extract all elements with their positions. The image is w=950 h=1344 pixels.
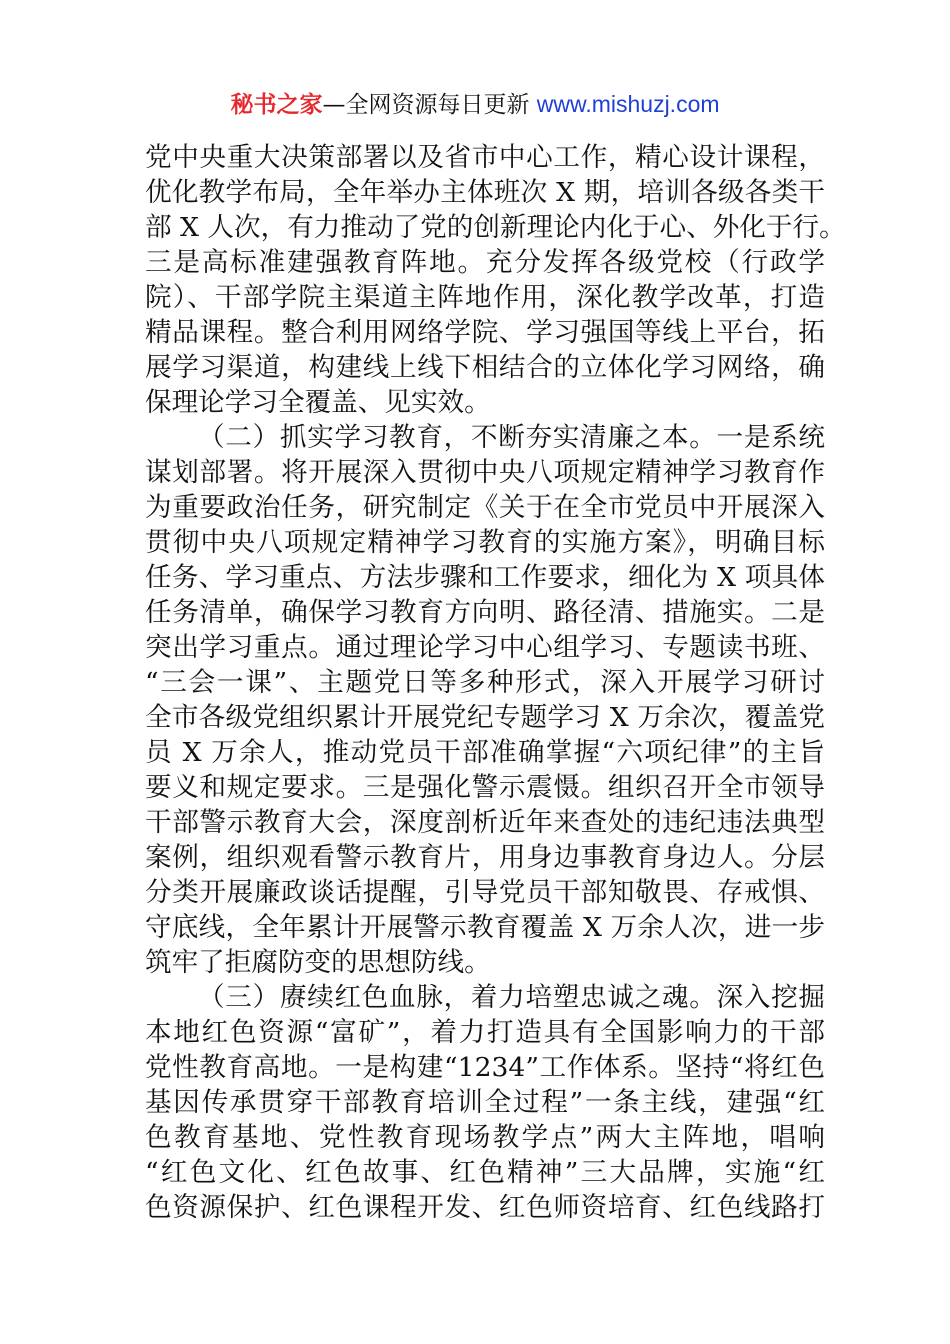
text-line: 筑牢了拒腐防变的思想防线。 xyxy=(145,947,491,978)
text-line: 员 X 万余人，推动党员干部准确掌握“六项纪律”的主旨 xyxy=(145,737,825,768)
text-line: 案例，组织观看警示教育片，用身边事教育身边人。分层 xyxy=(145,842,825,873)
text-line: 为重要政治任务，研究制定《关于在全市党员中开展深入 xyxy=(145,492,825,523)
text-line: 色教育基地、党性教育现场教学点”两大主阵地，唱响 xyxy=(145,1122,825,1153)
body-text xyxy=(145,140,846,1225)
text-line: 基因传承贯穿干部教育培训全过程”一条主线，建强“红 xyxy=(145,1087,825,1118)
text-line: 干部警示教育大会，深度剖析近年来查处的违纪违法典型 xyxy=(145,807,825,838)
text-line: 党中央重大决策部署以及省市中心工作，精心设计课程， xyxy=(145,142,825,173)
header-tagline: —全网资源每日更新 xyxy=(322,92,530,118)
text-line: 部 X 人次，有力推动了党的创新理论内化于心、外化于行。 xyxy=(145,212,846,243)
text-line: 全市各级党组织累计开展党纪专题学习 X 万余次，覆盖党 xyxy=(145,702,825,733)
text-line: 展学习渠道，构建线上线下相结合的立体化学习网络，确 xyxy=(145,352,825,383)
text-line: （二）抓实学习教育，不断夯实清廉之本。一是系统 xyxy=(198,422,825,453)
text-line: “红色文化、红色故事、红色精神”三大品牌，实施“红 xyxy=(145,1157,825,1188)
text-line: 色资源保护、红色课程开发、红色师资培育、红色线路打 xyxy=(145,1192,825,1223)
text-line: 党性教育高地。一是构建“1234”工作体系。坚持“将红色 xyxy=(145,1052,825,1083)
text-line: 保理论学习全覆盖、见实效。 xyxy=(145,387,491,418)
text-line: 优化教学布局，全年举办主体班次 X 期，培训各级各类干 xyxy=(145,177,825,208)
header-url-link[interactable]: www.mishuzj.com xyxy=(536,91,720,117)
text-line: 贯彻中央八项规定精神学习教育的实施方案》，明确目标 xyxy=(145,527,825,558)
text-line: （三）赓续红色血脉，着力培塑忠诚之魂。深入挖掘 xyxy=(198,982,825,1013)
text-line: “三会一课”、主题党日等多种形式，深入开展学习研讨 xyxy=(145,667,825,698)
text-line: 精品课程。整合利用网络学院、学习强国等线上平台，拓 xyxy=(145,317,825,348)
text-line: 要义和规定要求。三是强化警示震慑。组织召开全市领导 xyxy=(145,772,825,803)
text-line: 守底线，全年累计开展警示教育覆盖 X 万余人次，进一步 xyxy=(145,912,825,943)
header-brand: 秘书之家 xyxy=(230,92,323,118)
text-line: 突出学习重点。通过理论学习中心组学习、专题读书班、 xyxy=(145,632,825,663)
page-header xyxy=(0,86,950,123)
text-line: 任务、学习重点、方法步骤和工作要求，细化为 X 项具体 xyxy=(145,562,825,593)
text-line: 本地红色资源“富矿”，着力打造具有全国影响力的干部 xyxy=(145,1017,825,1048)
text-line: 任务清单，确保学习教育方向明、路径清、措施实。二是 xyxy=(145,597,825,628)
text-line: 谋划部署。将开展深入贯彻中央八项规定精神学习教育作 xyxy=(145,457,825,488)
text-line: 三是高标准建强教育阵地。充分发挥各级党校（行政学 xyxy=(145,247,825,278)
text-line: 分类开展廉政谈话提醒，引导党员干部知敬畏、存戒惧、 xyxy=(145,877,825,908)
text-line: 院）、干部学院主渠道主阵地作用，深化教学改革，打造 xyxy=(145,282,825,313)
